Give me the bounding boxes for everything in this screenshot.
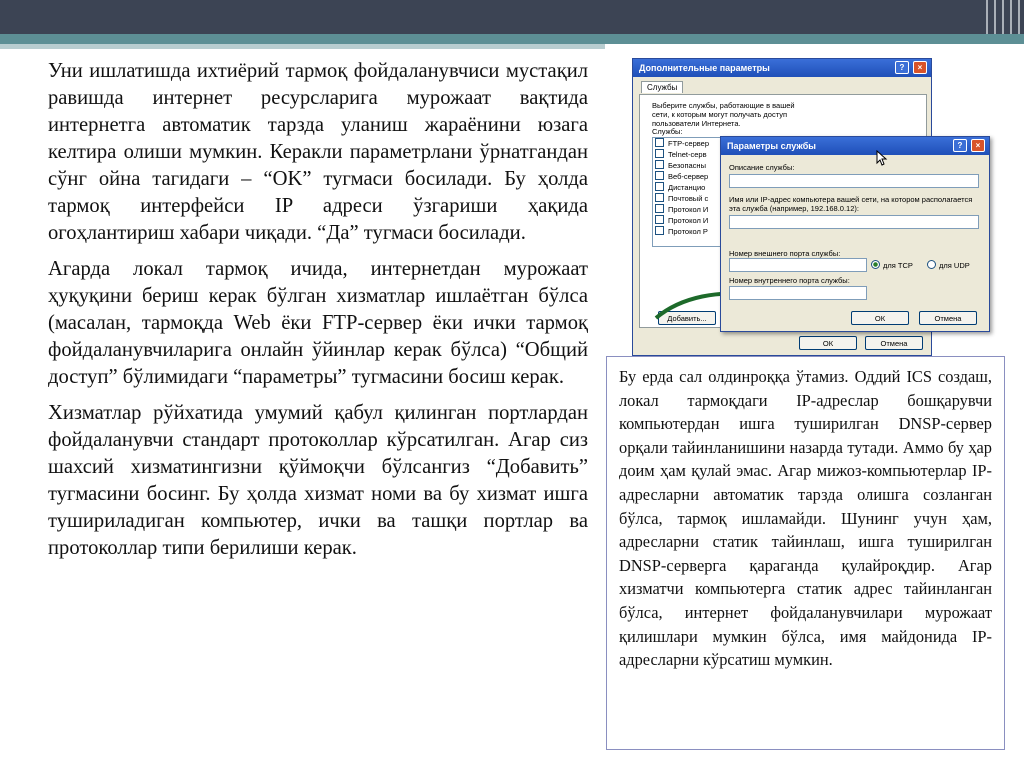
internal-port-label: Номер внутреннего порта службы:: [729, 276, 850, 285]
service-dialog-title: [721, 137, 989, 155]
list-item[interactable]: [653, 182, 725, 193]
service-settings-dialog: [720, 136, 990, 332]
tcp-radio[interactable]: [871, 260, 913, 271]
checkbox[interactable]: [655, 149, 664, 158]
services-list: [652, 137, 726, 247]
accent-bar: [0, 34, 1024, 44]
paragraph-1: Уни ишлатишда ихтиёрий тармоқ фойдаланувчиси мустақил равишда интернет ресурсларига мурожаат вақтида интернетга автоматик тарзда уланиш жараёнини юзага келтира олиши мумкин. Керакли параметрлани ўрнатгандан сўнг ойна тагидаги – “OK” тугмаси босилади. Бу ҳолда тармоқ интерфейси IP адреси ўзгариши ҳақида огоҳлантириш хабари чиқади. “Да” тугмаси босилади.: [48, 60, 588, 244]
add-button[interactable]: Добавить...: [658, 311, 716, 325]
list-item-label: Безопасны: [668, 161, 706, 170]
list-item[interactable]: [653, 204, 725, 215]
cursor-icon: [876, 150, 888, 166]
services-label: Службы:: [652, 127, 683, 136]
help-icon[interactable]: ?: [895, 61, 909, 74]
top-banner: [0, 0, 1024, 34]
list-item-label: Telnet-серв: [668, 150, 707, 159]
checkbox[interactable]: [655, 160, 664, 169]
checkbox[interactable]: [655, 193, 664, 202]
list-item[interactable]: [653, 160, 725, 171]
service-dialog-title-text: Параметры службы: [727, 141, 816, 151]
list-item-label: Протокол И: [668, 216, 709, 225]
list-item-label: Почтовый с: [668, 194, 709, 203]
tab-services[interactable]: Службы: [641, 81, 683, 93]
close-icon[interactable]: ×: [971, 139, 985, 152]
paragraph-2: Агарда локал тармоқ ичида, интернетдан мурожаат ҳуқуқини бериш керак бўлган хизматлар ишлаётган бўлса (масалан, тармоқда Web ёки FTP-сервер ёки ички тармоқ фойдаланувчиларига онлайн ўйинлар керак бўлса) “Общий доступ” бўлимидаги “параметры” тугмасини босиш керак.: [48, 258, 588, 388]
checkbox[interactable]: [655, 138, 664, 147]
udp-label: для UDP: [939, 261, 970, 270]
list-item-label: Веб-сервер: [668, 172, 709, 181]
list-item-label: Протокол Р: [668, 227, 708, 236]
checkbox[interactable]: [655, 215, 664, 224]
service-ok-button[interactable]: ОК: [851, 311, 909, 325]
list-item[interactable]: [653, 138, 725, 149]
external-port-label: Номер внешнего порта службы:: [729, 249, 841, 258]
close-icon[interactable]: ×: [913, 61, 927, 74]
ok-button[interactable]: ОК: [799, 336, 857, 350]
internal-port-input[interactable]: [729, 286, 867, 300]
checkbox[interactable]: [655, 226, 664, 235]
list-item[interactable]: [653, 149, 725, 160]
checkbox[interactable]: [655, 204, 664, 213]
service-cancel-button[interactable]: Отмена: [919, 311, 977, 325]
external-port-input[interactable]: [729, 258, 867, 272]
dialog-title: [633, 59, 931, 77]
dialog-title-text: Дополнительные параметры: [639, 63, 770, 73]
service-description-input[interactable]: [729, 174, 979, 188]
list-item-label: Дистанцио: [668, 183, 706, 192]
cancel-button[interactable]: Отмена: [865, 336, 923, 350]
main-text: [48, 58, 588, 571]
services-description: Выберите службы, работающие в вашей сети, к которым могут получать доступ пользователи Интернета.: [652, 101, 795, 128]
udp-radio[interactable]: [927, 260, 970, 271]
service-description-label: Описание службы:: [729, 163, 795, 172]
paragraph-3: Хизматлар рўйхатида умумий қабул қилинган портлардан фойдаланувчи стандарт протоколлар кўрсатилган. Агар сиз шахсий хизматингизни қўймоқчи бўлсангиз “Добавить” тугмасини босинг. Бу ҳолда хизмат номи ва бу хизмат ишга тушириладиган компьютер, ички ва ташқи портлар ва протоколлар типи берилиши керак.: [48, 402, 588, 559]
list-item-label: FTP-сервер: [668, 139, 709, 148]
list-item[interactable]: [653, 171, 725, 182]
checkbox[interactable]: [655, 182, 664, 191]
tcp-label: для TCP: [883, 261, 913, 270]
list-item[interactable]: [653, 215, 725, 226]
host-label: Имя или IP-адрес компьютера вашей сети, на котором располагается эта служба (например, 192.168.0.12):: [729, 195, 973, 213]
radio-selected: [871, 260, 880, 269]
accent-bar-light: [0, 44, 605, 49]
radio-unselected: [927, 260, 936, 269]
list-item[interactable]: [653, 226, 725, 237]
host-input[interactable]: [729, 215, 979, 229]
info-box: [606, 356, 1005, 750]
help-icon[interactable]: ?: [953, 139, 967, 152]
list-item[interactable]: [653, 193, 725, 204]
list-item-label: Протокол И: [668, 205, 709, 214]
info-text: Бу ерда сал олдинроққа ўтамиз. Оддий ICS создаш, локал тармоқдаги IP-адреслар бошқарувчи компьютердан ишга туширилган DNSP-сервер орқали тайинланишини назарда тутади. Аммо бу ҳар доим ҳам қулай эмас. Агар мижоз-компьютерлар IP-адресларни автоматик тарзда олишга созланган бўлса, тармоқ ишламайди. Шунинг учун ҳам, адресларни статик тайинлаш, ишга туширилган DNSP-серверга қараганда қулайроқдир. Агар хизматчи компьютерга статик адрес тайинланган бўлса, интернет фойдаланувчилари мурожаат қилишлари мумкин бўлса, имя майдонида IP-адресларни кўрсатиш мумкин.: [619, 367, 992, 670]
dialog-screenshot: [632, 58, 981, 356]
checkbox[interactable]: [655, 171, 664, 180]
